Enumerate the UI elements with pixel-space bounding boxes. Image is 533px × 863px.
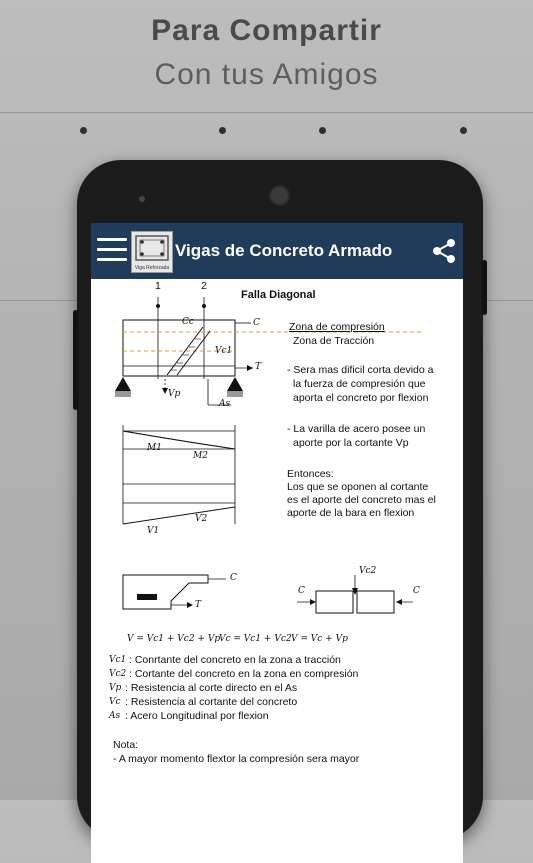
label-Vp: Vp	[168, 389, 181, 399]
legend-sym-as: As	[109, 711, 121, 721]
wall-bolt	[219, 127, 226, 134]
legend-text-vc: : Resistencia al cortante del concreto	[125, 696, 298, 708]
block-right	[357, 591, 394, 613]
legend-sym-vc2: Vc2	[109, 669, 127, 679]
lesson-content	[91, 279, 463, 863]
phone-camera	[269, 185, 290, 206]
label-Vc2: Vc2	[359, 566, 377, 576]
legend-text-vp: : Resistencia al corte directo en el As	[125, 682, 298, 694]
legend-text-vc1: : Conrtante del concreto en la zona a tracción	[129, 654, 341, 666]
wall-bolt	[319, 127, 326, 134]
phone-side-button	[73, 310, 78, 410]
label-V1: V1	[147, 526, 160, 536]
zona-compresion-label: Zona de compresión	[289, 321, 385, 333]
block-left	[316, 591, 353, 613]
zona-traccion-label: Zona de Tracción	[293, 335, 375, 347]
shear-line	[123, 507, 235, 524]
moment-curve	[123, 431, 235, 449]
label-C-section: C	[230, 573, 237, 583]
equation-2: Vc = Vc1 + Vc2	[219, 634, 292, 644]
legend-text-as: : Acero Longitudinal por flexion	[125, 710, 269, 722]
legend-sym-vp: Vp	[109, 683, 122, 693]
bullet1-line1: - Sera mas dificil corta devido a	[287, 364, 434, 376]
share-icon[interactable]	[431, 238, 457, 264]
entonces-line1: Entonces:	[287, 468, 334, 480]
app-screen	[91, 223, 463, 863]
section-dot-2	[202, 304, 206, 308]
equation-1: V = Vc1 + Vc2 + Vp	[127, 634, 221, 644]
label-M2: M2	[193, 451, 208, 461]
right-support	[227, 377, 243, 391]
label-V2: V2	[195, 514, 208, 524]
label-As: As	[219, 399, 231, 409]
diagram-title: Falla Diagonal	[241, 289, 316, 301]
label-T-section: T	[195, 600, 202, 610]
nota-text: - A mayor momento flextor la compresión sera mayor	[113, 753, 360, 765]
wall-bolt	[460, 127, 467, 134]
phone-side-button	[482, 260, 487, 315]
label-C: C	[253, 318, 260, 328]
left-support	[115, 377, 131, 391]
legend-sym-vc: Vc	[109, 697, 121, 707]
bullet2-line1: - La varilla de acero posee un	[287, 423, 426, 435]
legend-text-vc2: : Cortante del concreto en la zona en compresión	[129, 668, 359, 680]
bullet2-line2: aporte por la cortante Vp	[293, 437, 409, 449]
entonces-line4: aporte de la bara en flexion	[287, 507, 415, 519]
label-Vc1: Vc1	[215, 346, 233, 356]
label-C-left-block: C	[298, 586, 305, 596]
rebar-block	[137, 594, 157, 600]
beam-logo-icon	[132, 232, 172, 264]
nota-title: Nota:	[113, 739, 139, 751]
section-dot-1	[156, 304, 160, 308]
diagonal-crack	[177, 331, 210, 375]
label-M1: M1	[147, 443, 162, 453]
entonces-line3: es el aporte del concreto mas el	[287, 494, 436, 506]
bullet1-line3: aporta el concreto por flexion	[293, 392, 429, 404]
label-Cc: Cc	[182, 317, 194, 327]
wall-seam	[0, 112, 533, 113]
equation-3: V = Vc + Vp	[291, 634, 348, 644]
wall-bolt	[80, 127, 87, 134]
hamburger-menu-icon[interactable]	[97, 238, 127, 262]
bullet1-line2: la fuerza de compresión que	[293, 378, 426, 390]
phone-frame	[77, 160, 483, 840]
legend-sym-vc1: Vc1	[109, 655, 127, 665]
label-T: T	[255, 362, 262, 372]
app-logo	[131, 231, 173, 273]
entonces-line2: Los que se oponen al cortante	[287, 481, 429, 493]
app-title: Vigas de Concreto Armado	[175, 241, 393, 260]
app-bar	[91, 223, 463, 279]
phone-sensor	[139, 196, 145, 202]
label-section-1: 1	[155, 280, 161, 292]
label-section-2: 2	[201, 280, 207, 292]
label-C-right-block: C	[413, 586, 420, 596]
app-logo-caption: Viga Reforzada	[134, 265, 170, 271]
promo-subheadline: Con tus Amigos	[154, 58, 379, 91]
promo-headline: Para Compartir	[151, 14, 382, 47]
